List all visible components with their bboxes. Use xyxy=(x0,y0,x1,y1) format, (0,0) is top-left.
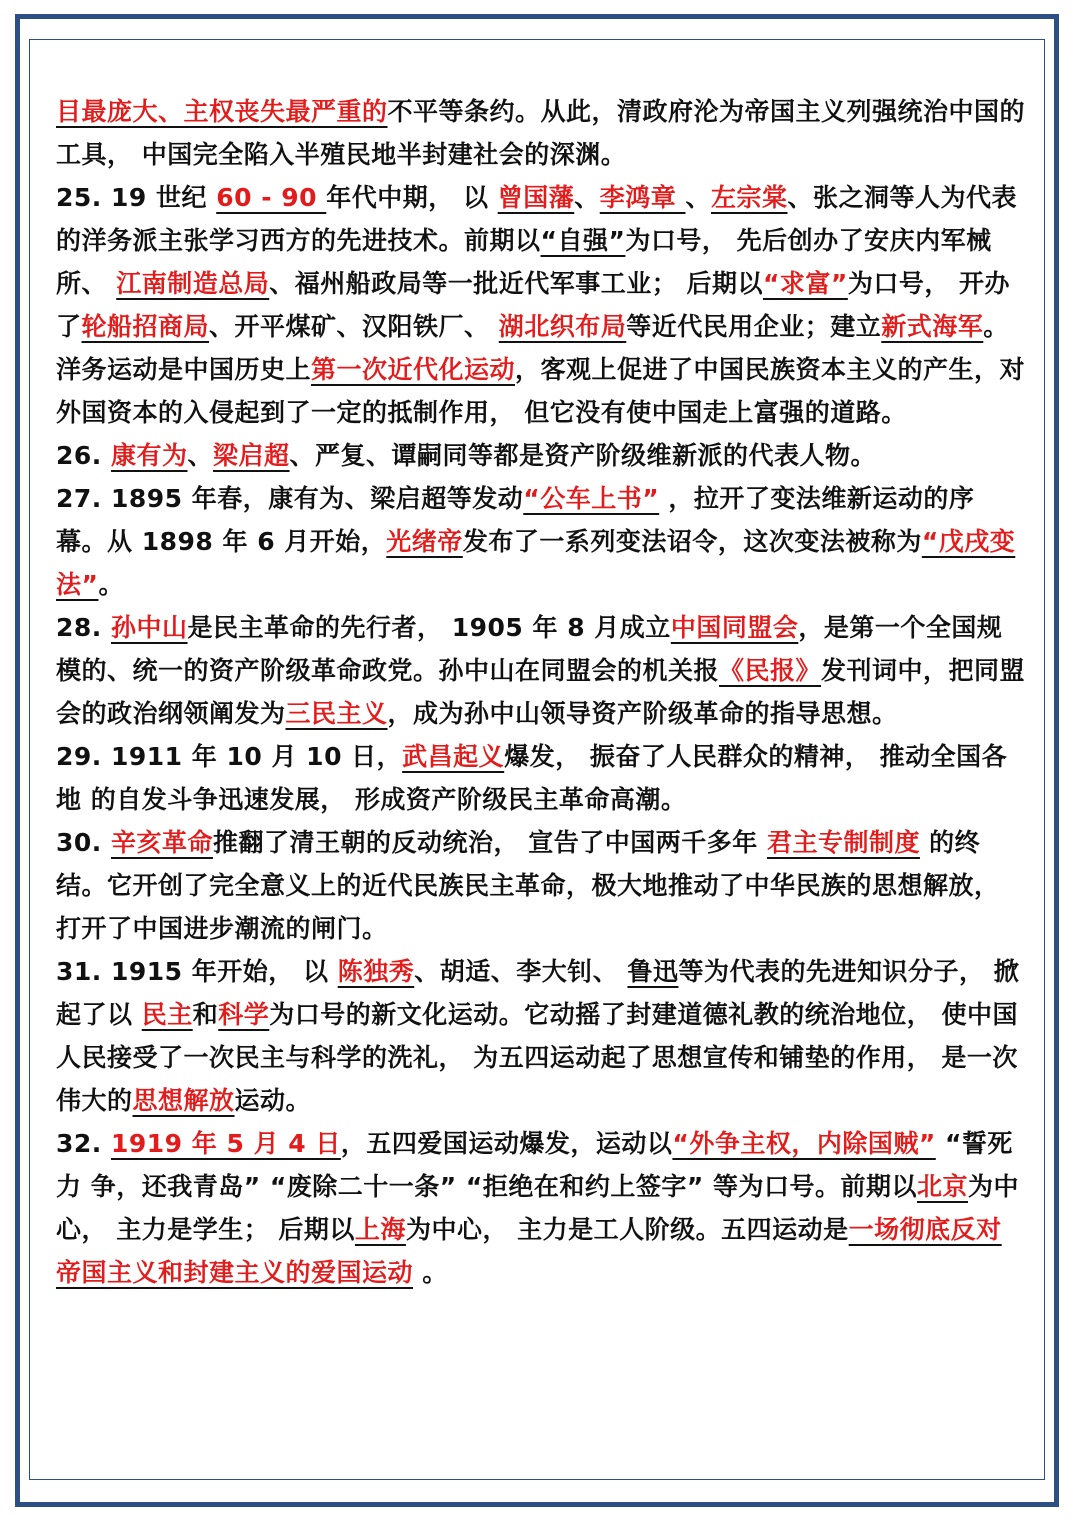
text: ，是第一个全国规模的、统一的资产阶级革命政党。孙中山在同盟会的机关报 xyxy=(56,613,1003,685)
text: 是民主革命的先行者， 1905 年 8 月成立 xyxy=(187,613,671,642)
text: 等近代民用企业；建立 xyxy=(626,312,882,341)
highlight: 君主专制制度 xyxy=(766,828,920,857)
text: 、福州船政局等一批近代军事工业； 后期以 xyxy=(269,269,763,298)
text: 25. 19 世纪 xyxy=(56,183,217,212)
paragraph-29 xyxy=(56,735,1026,821)
highlight: 中国同盟会 xyxy=(670,613,799,642)
text: 发刊词中，把同盟会的政治纲领阐发为 xyxy=(56,656,1026,728)
text: ，五四爱国运动爆发，运动以 xyxy=(340,1129,673,1158)
text: ，成为孙中山领导资产阶级革命的指导思想。 xyxy=(387,699,898,728)
highlight: 上海 xyxy=(354,1215,406,1244)
text: 为中心， 主力是学生； 后期以 xyxy=(56,1172,1020,1244)
highlight: 60 - 90 xyxy=(216,183,327,212)
highlight: 光绪帝 xyxy=(386,527,463,556)
paragraph-30 xyxy=(56,821,1026,950)
paragraph-25 xyxy=(56,176,1026,434)
text: ，拉开了变法维新运动的序 幕。从 1898 年 6 月开始， xyxy=(56,484,975,556)
text: 等为代表的先进知识分子， 掀起了以 xyxy=(56,957,1020,1029)
text: 为口号， 开办了 xyxy=(56,269,1011,341)
highlight: 轮船招商局 xyxy=(81,312,210,341)
document-body xyxy=(56,90,1026,1294)
text: 、张之洞等人为代表的洋务派主张学习西方的先进技术。前期以 xyxy=(56,183,1017,255)
highlight: 1919 年 5 月 4 日 xyxy=(111,1129,341,1158)
highlight: 目最庞大、主权丧失最严重的 xyxy=(56,97,388,126)
text: 、开平煤矿、汉阳铁厂、 xyxy=(209,312,499,341)
text: 、 xyxy=(685,183,711,212)
text: 的终结。它开创了完全意义上的近代民族民主革命，极大地推动了中华民族的思想解放， 打开了中国进步潮流的闸门。 xyxy=(56,828,1000,943)
text: 26. xyxy=(56,441,111,470)
highlight: 北京 xyxy=(916,1172,968,1201)
paragraph-28 xyxy=(56,606,1026,735)
highlight: 陈独秀 xyxy=(337,957,415,986)
paragraph-32 xyxy=(56,1122,1026,1294)
text: 27. 1895 年春，康有为、梁启超等发动 xyxy=(56,484,524,513)
text: 和 xyxy=(192,1000,219,1029)
underlined-text: “自强” xyxy=(540,226,626,255)
paragraph-24-continued xyxy=(56,90,1026,176)
highlight: 康有为 xyxy=(111,441,188,470)
text: 为中心， 主力是工人阶级。五四运动是 xyxy=(405,1215,849,1244)
text: 31. 1915 年开始， 以 xyxy=(56,957,338,986)
text: ，客观上促进了中国民族资本主义的产生，对外国资本的入侵起到了一定的抵制作用， 但它没有使中国走上富强的道路。 xyxy=(56,355,1026,427)
highlight: “戊戌变法” xyxy=(56,527,1016,599)
text: 。洋务运动是中国历史上 xyxy=(56,312,1009,384)
paragraph-31 xyxy=(56,950,1026,1122)
highlight: 武昌起义 xyxy=(402,742,505,771)
text: 推翻了清王朝的反动统治， 宣告了中国两千多年 xyxy=(213,828,767,857)
text: 、 xyxy=(574,183,600,212)
highlight: 湖北织布局 xyxy=(498,312,627,341)
text: 。 xyxy=(98,570,124,599)
text: 29. 1911 年 10 月 10 日， xyxy=(56,742,403,771)
highlight: 李鸿章 xyxy=(599,183,686,212)
text: 32. xyxy=(56,1129,111,1158)
paragraph-27 xyxy=(56,477,1026,606)
highlight: 左宗棠 xyxy=(710,183,788,212)
highlight: 曾国藩 xyxy=(497,183,575,212)
highlight: 第一次近代化运动 xyxy=(311,355,516,384)
text: 年代中期， 以 xyxy=(326,183,498,212)
text: 、严复、谭嗣同等都是资产阶级维新派的代表人物。 xyxy=(289,441,877,470)
highlight: 《民报》 xyxy=(719,656,822,685)
highlight: 三民主义 xyxy=(285,699,388,728)
highlight: 新式海军 xyxy=(881,312,984,341)
highlight: 孙中山 xyxy=(111,613,188,642)
text: 运动。 xyxy=(234,1086,312,1115)
text: 发布了一系列变法诏令，这次变法被称为 xyxy=(462,527,922,556)
underlined-text: 鲁迅 xyxy=(627,957,679,986)
text: 、胡适、李大钊、 xyxy=(414,957,628,986)
highlight: “外争主权，内除国贼” xyxy=(672,1129,936,1158)
highlight: 思想解放 xyxy=(132,1086,235,1115)
text: 爆发， 振奋了人民群众的精神， 推动全国各地 的自发斗争迅速发展， 形成资产阶级民主革命高潮。 xyxy=(56,742,1008,814)
text: 30. xyxy=(56,828,111,857)
text: 为口号的新文化运动。它动摇了封建道德礼教的统治地位， 使中国人民接受了一次民主与科学的洗礼， 为五四运动起了思想宣传和铺垫的作用， 是一次伟大的 xyxy=(56,1000,1018,1115)
highlight: 辛亥革命 xyxy=(111,828,214,857)
text: 、 xyxy=(187,441,214,470)
text: 为口号， 先后创办了安庆内军械所、 xyxy=(56,226,992,298)
text: “誓死力 争，还我青岛” “废除二十一条” “拒绝在和约上签字” 等为口号。前期以 xyxy=(56,1129,1013,1201)
highlight: “公车上书” xyxy=(523,484,660,513)
text: 。 xyxy=(413,1258,448,1287)
highlight: 江南制造总局 xyxy=(116,269,270,298)
text: 28. xyxy=(56,613,111,642)
highlight: 梁启超 xyxy=(213,441,290,470)
paragraph-26 xyxy=(56,434,1026,477)
text: 不平等条约。从此，清政府沦为帝国主义列强统治中国的工具， 中国完全陷入半殖民地半封建社会的深渊。 xyxy=(56,97,1026,169)
highlight: 科学 xyxy=(218,1000,270,1029)
highlight: 一场彻底反对帝国主义和封建主义的爱国运动 xyxy=(56,1215,1002,1287)
highlight: “求富” xyxy=(762,269,848,298)
highlight: 民主 xyxy=(141,1000,193,1029)
